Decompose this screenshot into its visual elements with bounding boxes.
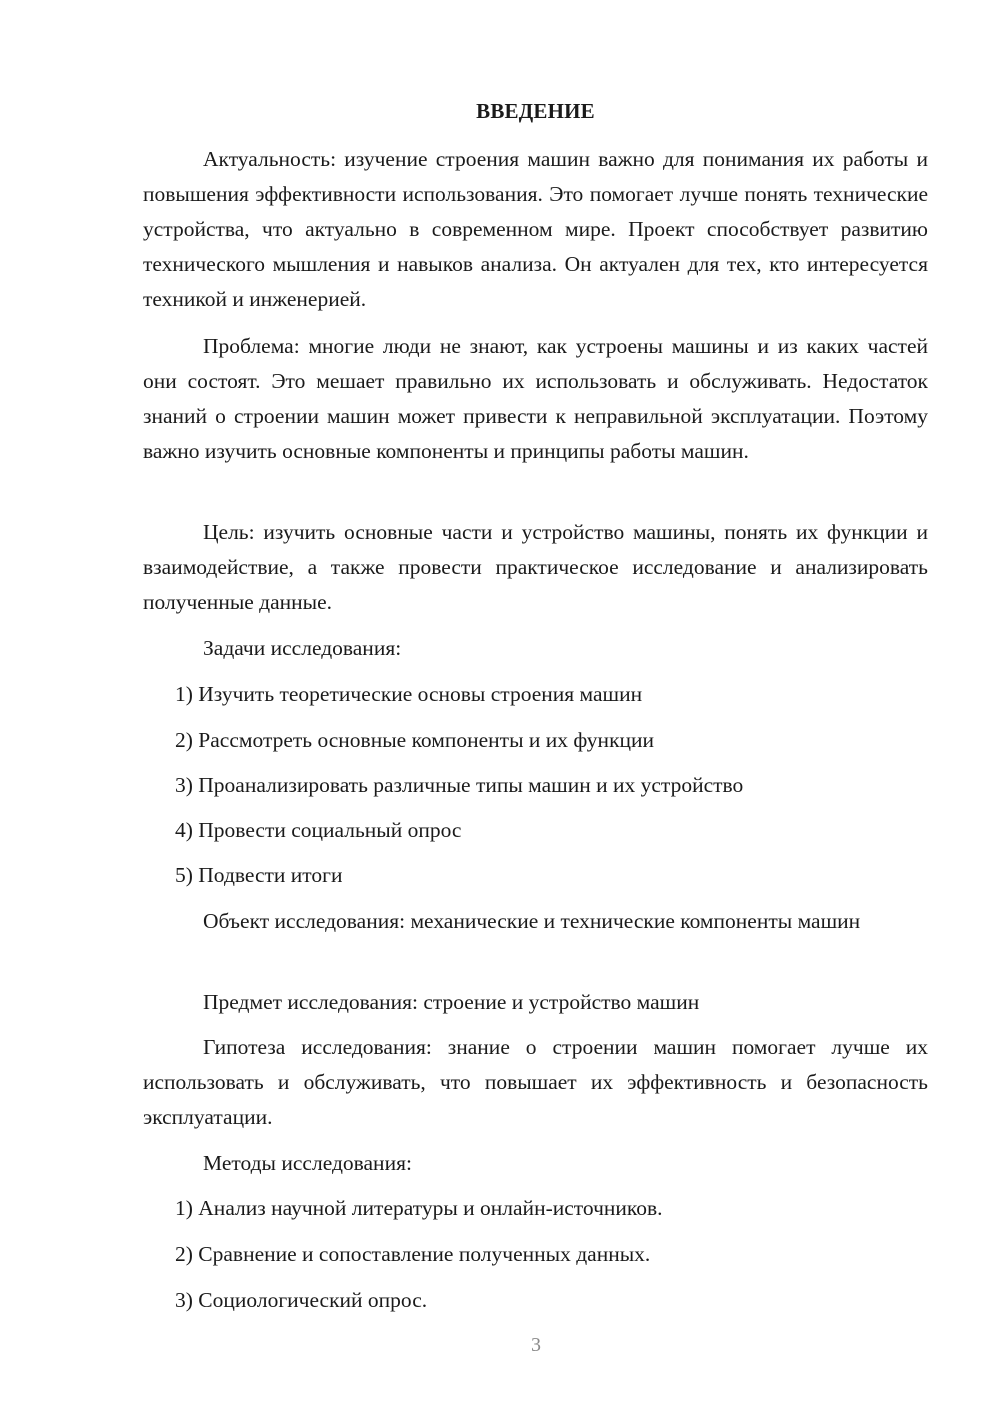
problem-paragraph: Проблема: многие люди не знают, как устроены машины и из каких частей они состоят. Это мешает правильно их использовать и обслуживать. Недостаток знаний о строении машин может привести к неправильной эксплуатации. Поэтому важно изучить основные компоненты и принципы работы машин. xyxy=(143,334,928,463)
task-item: 2) Рассмотреть основные компоненты и их функции xyxy=(175,728,655,752)
method-item: 2) Сравнение и сопоставление полученных данных. xyxy=(175,1242,651,1266)
task-item: 3) Проанализировать различные типы машин и их устройство xyxy=(175,773,744,797)
task-item: 5) Подвести итоги xyxy=(175,863,343,887)
relevance-paragraph: Актуальность: изучение строения машин важно для понимания их работы и повышения эффективности использования. Это помогает лучше понять технические устройства, что актуально в современном мире. Проект способствует развитию технического мышления и навыков анализа. Он актуален для тех, кто интересуется техникой и инженерией. xyxy=(143,147,928,311)
task-item: 4) Провести социальный опрос xyxy=(175,818,462,842)
goal-paragraph: Цель: изучить основные части и устройство машины, понять их функции и взаимодействие, а также провести практическое исследование и анализировать полученные данные. xyxy=(143,520,928,614)
page-title: ВВЕДЕНИЕ xyxy=(476,99,595,123)
page-number: 3 xyxy=(531,1334,541,1356)
method-item: 3) Социологический опрос. xyxy=(175,1288,428,1312)
object-paragraph: Объект исследования: механические и технические компоненты машин xyxy=(203,909,861,933)
methods-heading: Методы исследования: xyxy=(203,1151,412,1175)
hypothesis-paragraph: Гипотеза исследования: знание о строении машин помогает лучше их использовать и обслуживать, что повышает их эффективность и безопасность эксплуатации. xyxy=(143,1035,928,1129)
subject-paragraph: Предмет исследования: строение и устройство машин xyxy=(203,990,700,1014)
tasks-heading: Задачи исследования: xyxy=(203,636,402,660)
task-item: 1) Изучить теоретические основы строения машин xyxy=(175,682,643,706)
method-item: 1) Анализ научной литературы и онлайн-источников. xyxy=(175,1196,663,1220)
